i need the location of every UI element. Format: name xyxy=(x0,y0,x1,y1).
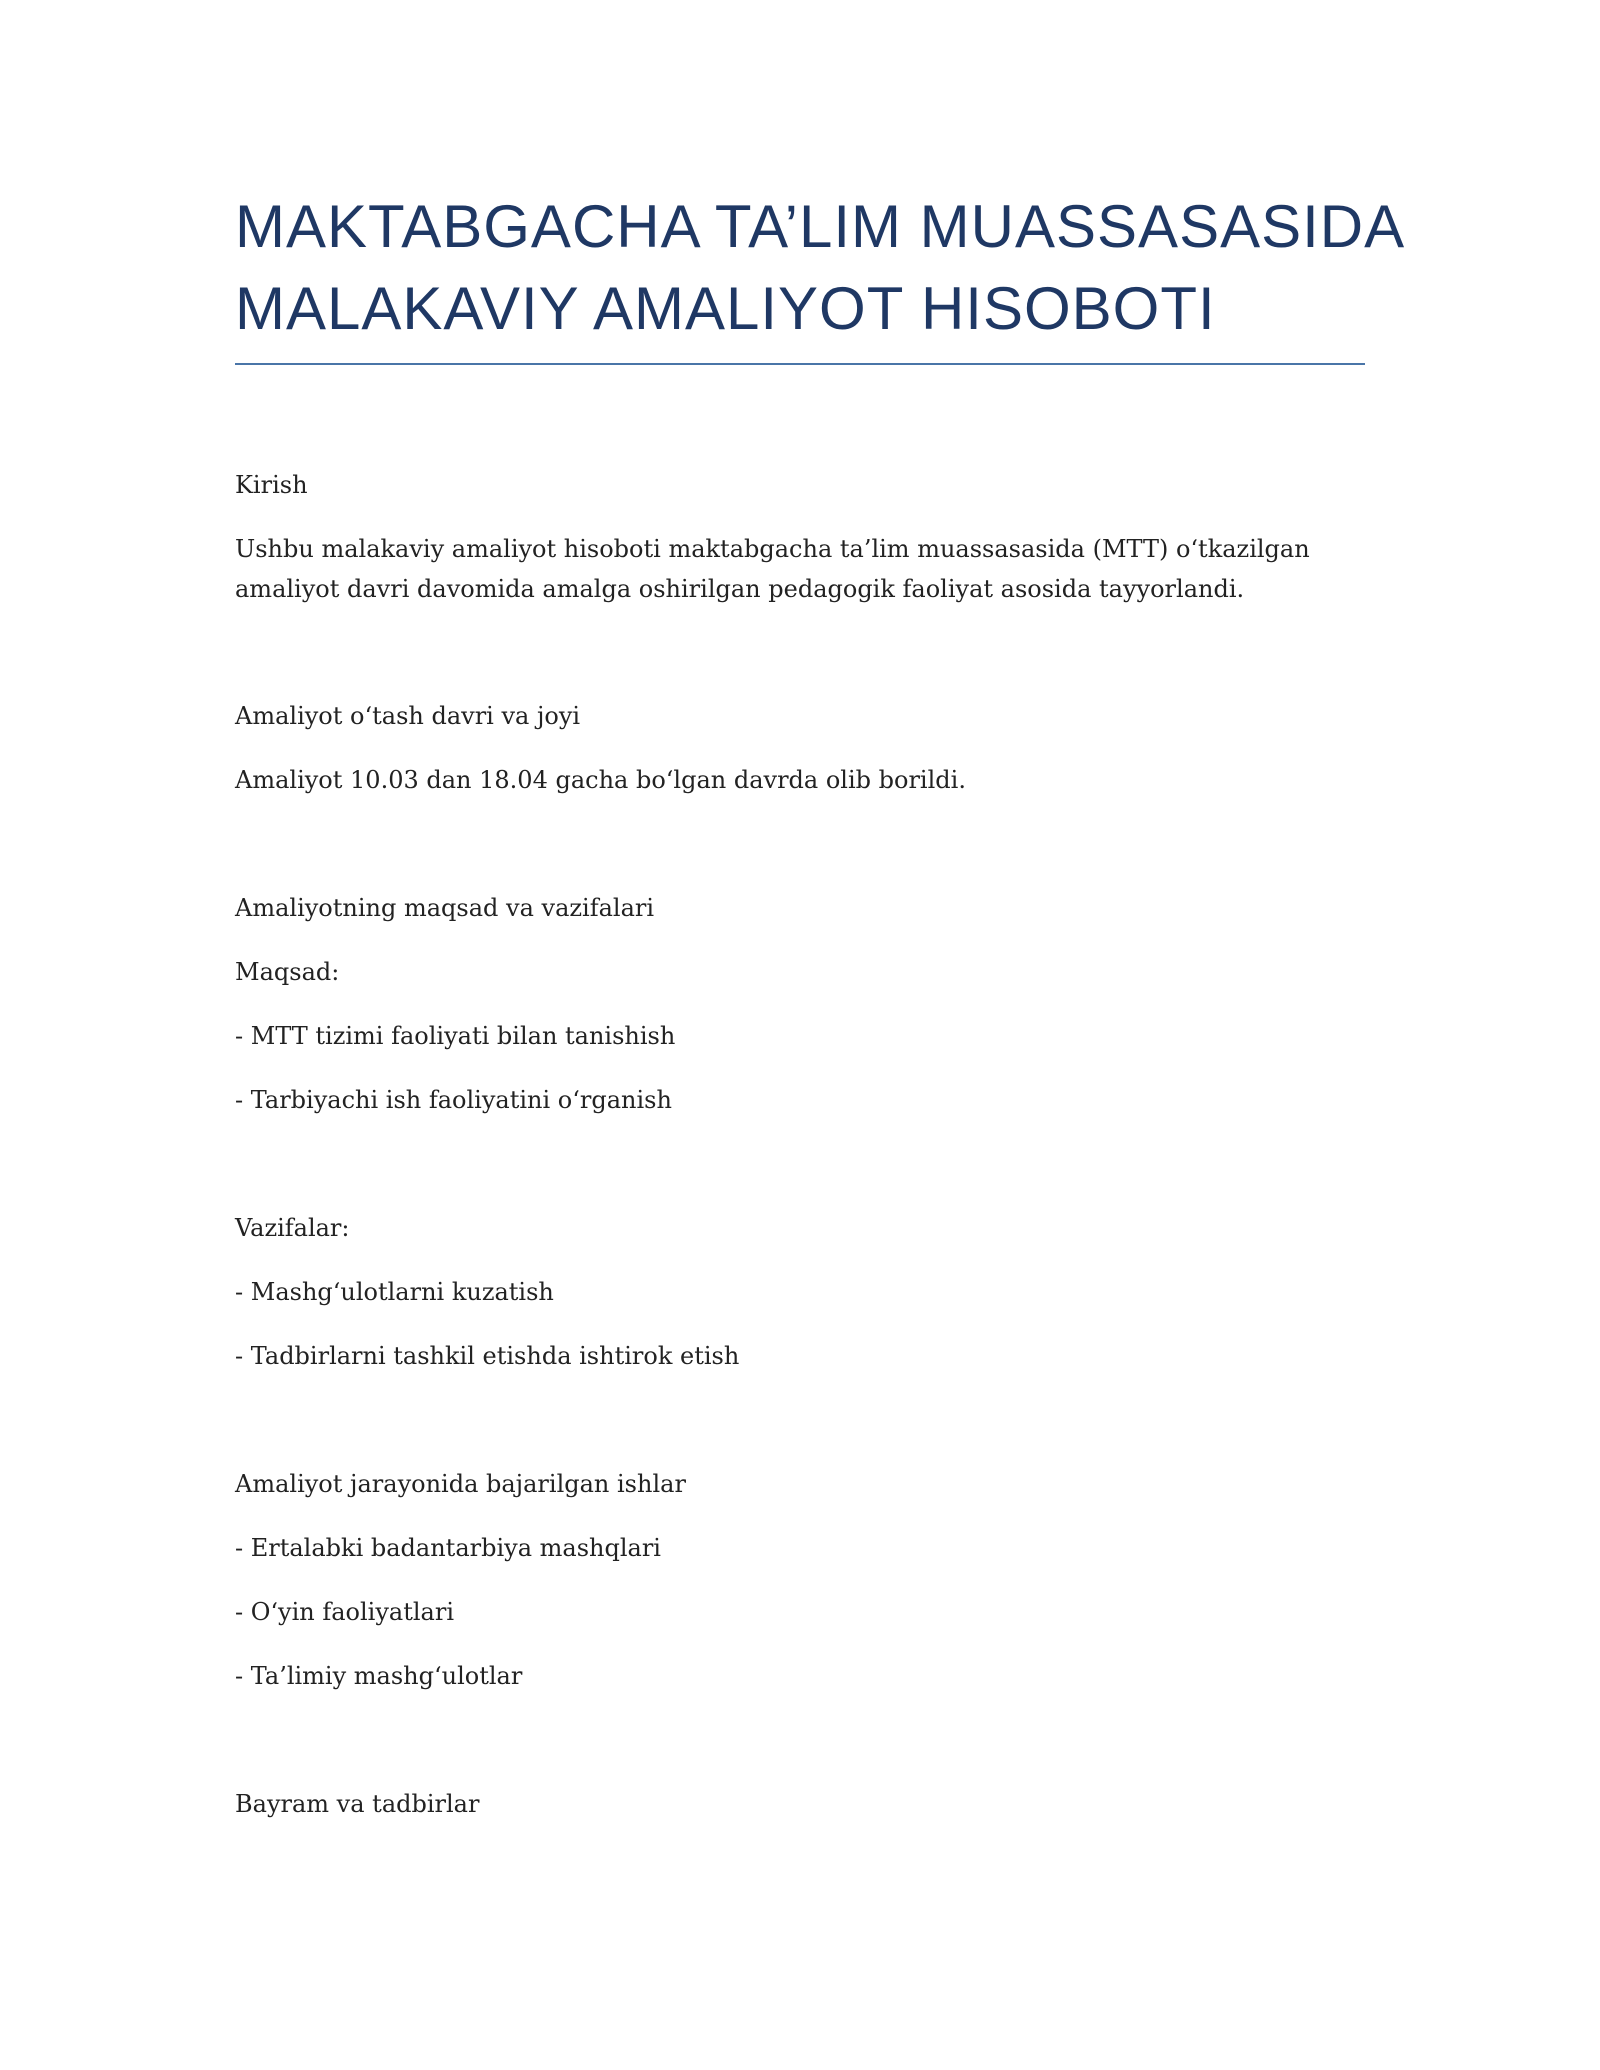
list-item: - Ta’limiy mashg‘ulotlar xyxy=(235,1662,523,1690)
heading-work-done: Amaliyot jarayonida bajarilgan ishlar xyxy=(235,1470,686,1498)
list-item: - O‘yin faoliyatlari xyxy=(235,1598,454,1626)
title-line: MALAKAVIY AMALIYOT HISOBOTI xyxy=(235,275,1216,342)
list-item: - Ertalabki badantarbiya mashqlari xyxy=(235,1534,661,1562)
title-line: MAKTABGACHA TA’LIM MUASSASASIDA xyxy=(235,193,1406,260)
tasks-label: Vazifalar: xyxy=(235,1214,350,1242)
intro-text-line-2: amaliyot davri davomida amalga oshirilgan pedagogik faoliyat asosida tayyorlandi. xyxy=(235,575,1245,603)
list-item: - Mashg‘ulotlarni kuzatish xyxy=(235,1278,554,1306)
list-item: - MTT tizimi faoliyati bilan tanishish xyxy=(235,1022,676,1050)
heading-goals-tasks: Amaliyotning maqsad va vazifalari xyxy=(235,894,655,922)
period-text: Amaliyot 10.03 dan 18.04 gacha bo‘lgan davrda olib borildi. xyxy=(235,766,966,794)
goal-label: Maqsad: xyxy=(235,958,340,986)
list-item: - Tarbiyachi ish faoliyatini o‘rganish xyxy=(235,1086,672,1114)
list-item: - Tadbirlarni tashkil etishda ishtirok etish xyxy=(235,1342,740,1370)
title-underline xyxy=(235,363,1365,365)
heading-period-place: Amaliyot o‘tash davri va joyi xyxy=(235,702,581,730)
heading-holidays-events: Bayram va tadbirlar xyxy=(235,1790,480,1818)
document-title xyxy=(235,186,1406,350)
intro-text-line-1: Ushbu malakaviy amaliyot hisoboti maktabgacha ta’lim muassasasida (MTT) o‘tkazilgan xyxy=(235,535,1310,563)
heading-kirish: Kirish xyxy=(235,471,308,499)
